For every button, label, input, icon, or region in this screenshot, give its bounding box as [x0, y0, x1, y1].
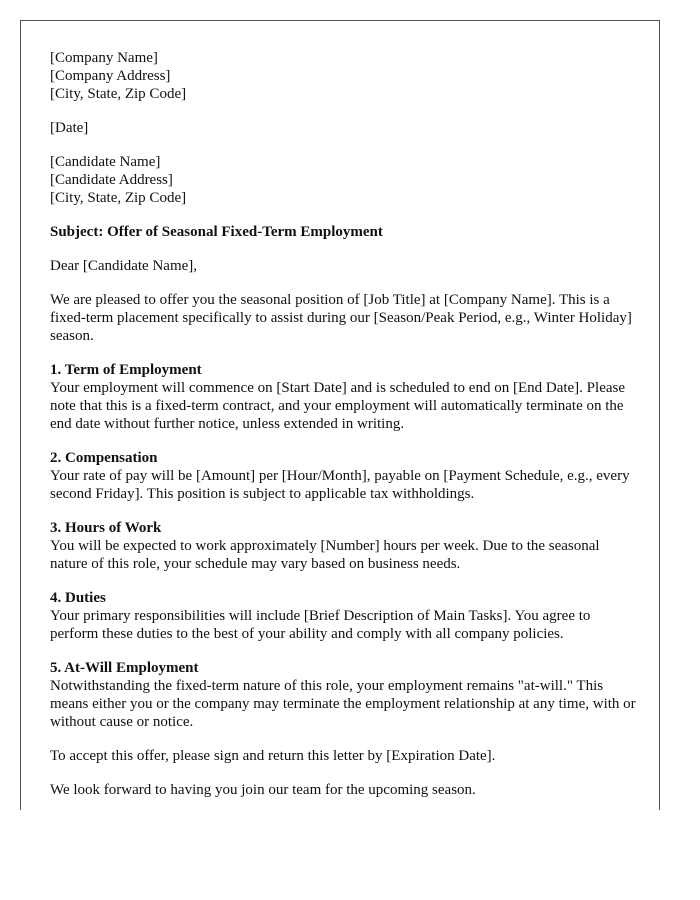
section-title: 1. Term of Employment	[50, 362, 202, 378]
section-title: 5. At-Will Employment	[50, 660, 199, 676]
section-body: Your rate of pay will be [Amount] per [Hour/Month], payable on [Payment Schedule, e.g., every second Friday]. This position is subject to applicable tax withholdings.	[50, 468, 630, 502]
intro-paragraph: We are pleased to offer you the seasonal position of [Job Title] at [Company Name]. This is a fixed-term placement specifically to assist during our [Season/Peak Period, e.g., Winter Holiday] season.	[50, 292, 632, 344]
recipient-address	[50, 153, 640, 207]
section-compensation	[50, 449, 640, 503]
company-name: [Company Name]	[50, 50, 158, 66]
letter-date	[50, 119, 640, 137]
acceptance-paragraph: To accept this offer, please sign and return this letter by [Expiration Date].	[50, 748, 496, 764]
letter-content	[50, 49, 640, 810]
date-text: [Date]	[50, 120, 89, 136]
salutation: Dear [Candidate Name],	[50, 258, 198, 274]
section-at-will-employment	[50, 659, 640, 731]
company-address: [Company Address]	[50, 68, 171, 84]
candidate-address: [Candidate Address]	[50, 172, 173, 188]
letter-page	[20, 20, 660, 810]
section-body: Your primary responsibilities will include [Brief Description of Main Tasks]. You agree to perform these duties to the best of your ability and comply with all company policies.	[50, 608, 591, 642]
sender-address	[50, 49, 640, 103]
closing-paragraph: We look forward to having you join our team for the upcoming season.	[50, 782, 476, 798]
section-hours-of-work	[50, 519, 640, 573]
section-title: 3. Hours of Work	[50, 520, 162, 536]
section-duties	[50, 589, 640, 643]
section-term-of-employment	[50, 361, 640, 433]
company-city-state-zip: [City, State, Zip Code]	[50, 86, 187, 102]
section-body: Notwithstanding the fixed-term nature of this role, your employment remains "at-will." This means either you or the company may terminate the employment relationship at any time, with or without cause or notice.	[50, 678, 636, 730]
candidate-name: [Candidate Name]	[50, 154, 161, 170]
subject-line: Subject: Offer of Seasonal Fixed-Term Employment	[50, 224, 383, 240]
candidate-city-state-zip: [City, State, Zip Code]	[50, 190, 187, 206]
section-title: 2. Compensation	[50, 450, 158, 466]
section-body: You will be expected to work approximately [Number] hours per week. Due to the seasonal nature of this role, your schedule may vary based on business needs.	[50, 538, 600, 572]
section-title: 4. Duties	[50, 590, 106, 606]
section-body: Your employment will commence on [Start Date] and is scheduled to end on [End Date]. Please note that this is a fixed-term contract, and your employment will automatically terminate on the end date without further notice, unless extended in writing.	[50, 380, 626, 432]
